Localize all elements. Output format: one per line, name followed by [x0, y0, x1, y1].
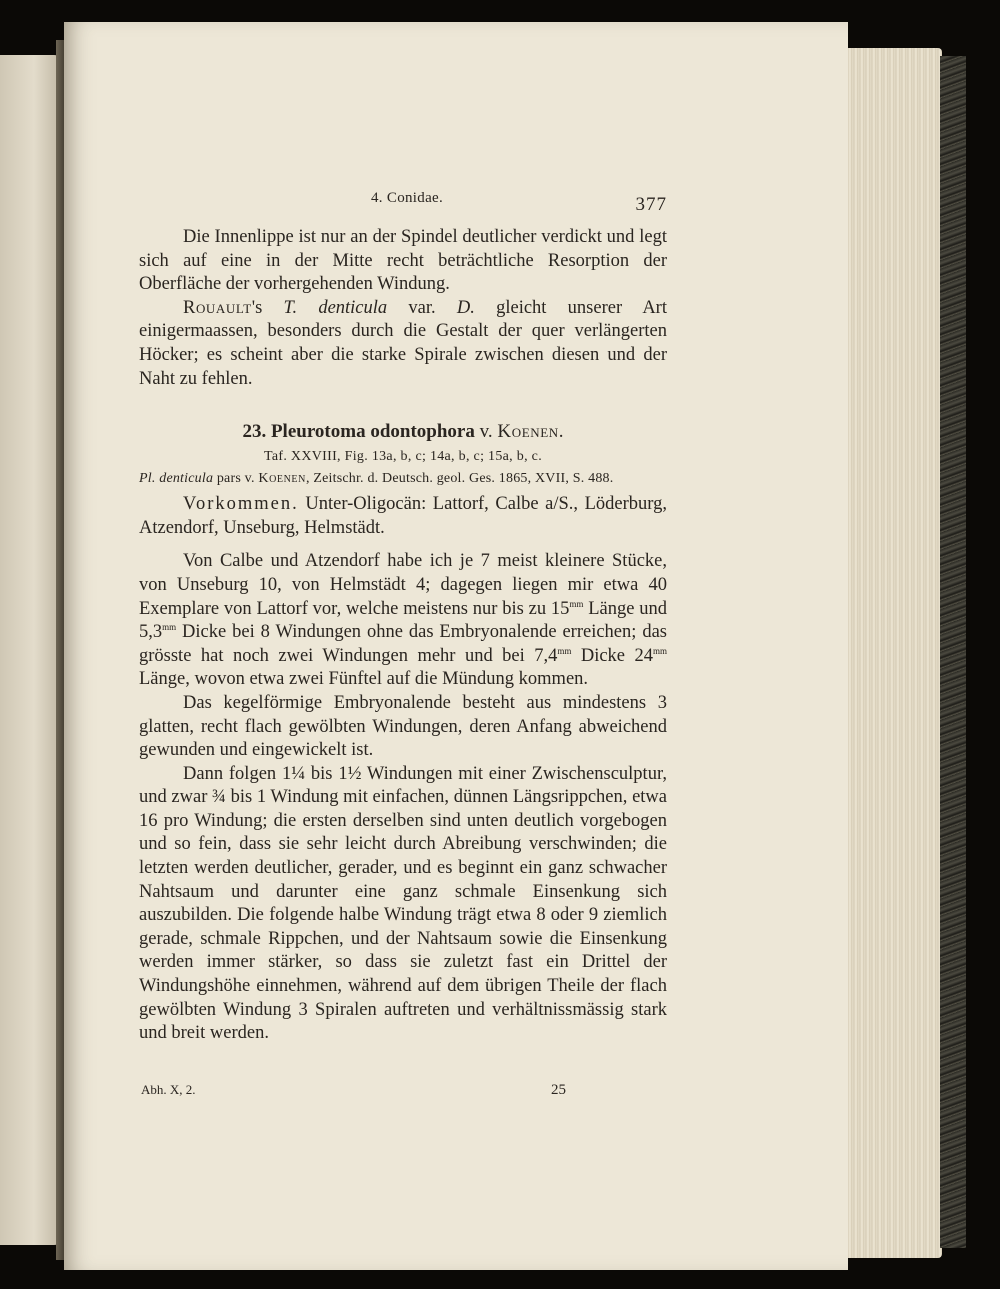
- var-label: var.: [387, 297, 457, 318]
- species-heading: [139, 421, 667, 443]
- unit-mm: mm: [557, 645, 572, 656]
- paragraph-rouault: [139, 297, 667, 391]
- species-author-suffix: .: [558, 421, 564, 443]
- running-head-title: 4. Conidae.: [371, 190, 444, 206]
- var-letter: D.: [456, 297, 475, 318]
- ref-rest: , Zeitschr. d. Deutsch. geol. Ges. 1865, XVII, S. 488.: [305, 471, 614, 487]
- running-head: [139, 186, 667, 226]
- paragraph-vorkommen: [139, 493, 667, 540]
- unit-mm: mm: [652, 645, 667, 656]
- species-author-prefix: v.: [479, 421, 498, 443]
- page-number: 377: [635, 194, 667, 215]
- page-text-block: [139, 186, 667, 1046]
- ref-taxon: Pl. denticula: [139, 471, 214, 487]
- specimens-text-4: Dicke 24: [571, 645, 653, 666]
- paragraph-rouault-text: gleicht unserer Art einigermaassen, besonders durch die Gestalt der quer verlängerten Höcker; es scheint aber die starke Spirale zwischen diesen und der Naht zu fehlen.: [139, 297, 667, 389]
- author-rouault: Rouault: [183, 297, 252, 318]
- taxon-t-denticula: T. denticula: [283, 297, 388, 318]
- unit-mm: mm: [569, 598, 584, 609]
- ref-author: Koenen: [258, 471, 306, 487]
- literature-reference: [139, 471, 667, 487]
- paragraph-innenlippe: Die Innenlippe ist nur an der Spindel deutlicher verdickt und legt sich auf eine in der Mitte recht beträchtliche Resorption der Oberfläche der vorhergehenden Windung.: [139, 227, 667, 295]
- unit-mm: mm: [162, 621, 177, 632]
- vorkommen-text: Unter-Oligocän: Lattorf, Calbe a/S., Löderburg, Atzendorf, Unseburg, Helmstädt.: [139, 494, 667, 538]
- signature-right: 25: [551, 1082, 566, 1098]
- species-number: 23.: [242, 421, 267, 443]
- specimens-text-5: Länge, wovon etwa zwei Fünftel auf die Mündung kommen.: [139, 669, 589, 690]
- specimens-text-2: Länge und 5,3: [139, 598, 667, 643]
- book-cover-edge: [940, 56, 966, 1248]
- vorkommen-label: Vorkommen.: [183, 494, 299, 515]
- species-name: Pleurotoma odontophora: [270, 421, 475, 443]
- ref-pre: pars v.: [213, 471, 259, 487]
- specimens-text-1: Von Calbe und Atzendorf habe ich je 7 meist kleinere Stücke, von Unseburg 10, von Helmstädt 4; dagegen liegen mir etwa 40 Exemplare von Lattorf vor, welche meistens nur bis zu 15: [139, 551, 667, 619]
- plate-reference: Taf. XXVIII, Fig. 13a, b, c; 14a, b, c; 15a, b, c.: [263, 449, 542, 465]
- facing-page-edge: [0, 55, 62, 1245]
- specimens-text-3: Dicke bei 8 Windungen ohne das Embryonalende erreichen; das grösste hat noch zwei Windungen mehr und bei 7,4: [139, 622, 667, 666]
- signature-left: Abh. X, 2.: [141, 1082, 196, 1097]
- paragraph-embryonalende: Das kegelförmige Embryonalende besteht aus mindestens 3 glatten, recht flach gewölbten Windungen, deren Anfang abweichend gewunden und eingewickelt ist.: [139, 692, 667, 761]
- page-block-edges: [846, 48, 942, 1258]
- paragraph-specimens: [139, 550, 667, 692]
- possessive: 's: [251, 297, 284, 318]
- paragraph-sculptur: Dann folgen 1¼ bis 1½ Windungen mit einer Zwischensculptur, und zwar ¾ bis 1 Windung mit einfachen, dünnen Längsrippchen, etwa 16 pro Windung; die ersten derselben sind unten deutlich vorgebogen und so fein, dass sie sehr leicht durch Abreibung verschwinden; die letzten werden deutlicher, gerader, und es beginnt ein ganz schwacher Nahtsaum und darunter eine ganz schmale Einsenkung sich auszubilden. Die folgende halbe Windung trägt etwa 8 oder 9 ziemlich gerade, schmale Rippchen, und der Nahtsaum sowie die Einsenkung werden immer stärker, so dass sie zuletzt fast ein Drittel der Windungshöhe einnehmen, während auf dem übrigen Theile der flach gewölbten Windung 3 Spiralen auftreten und verhältnissmässig stark und breit werden.: [139, 763, 667, 1044]
- species-author: Koenen: [497, 421, 559, 443]
